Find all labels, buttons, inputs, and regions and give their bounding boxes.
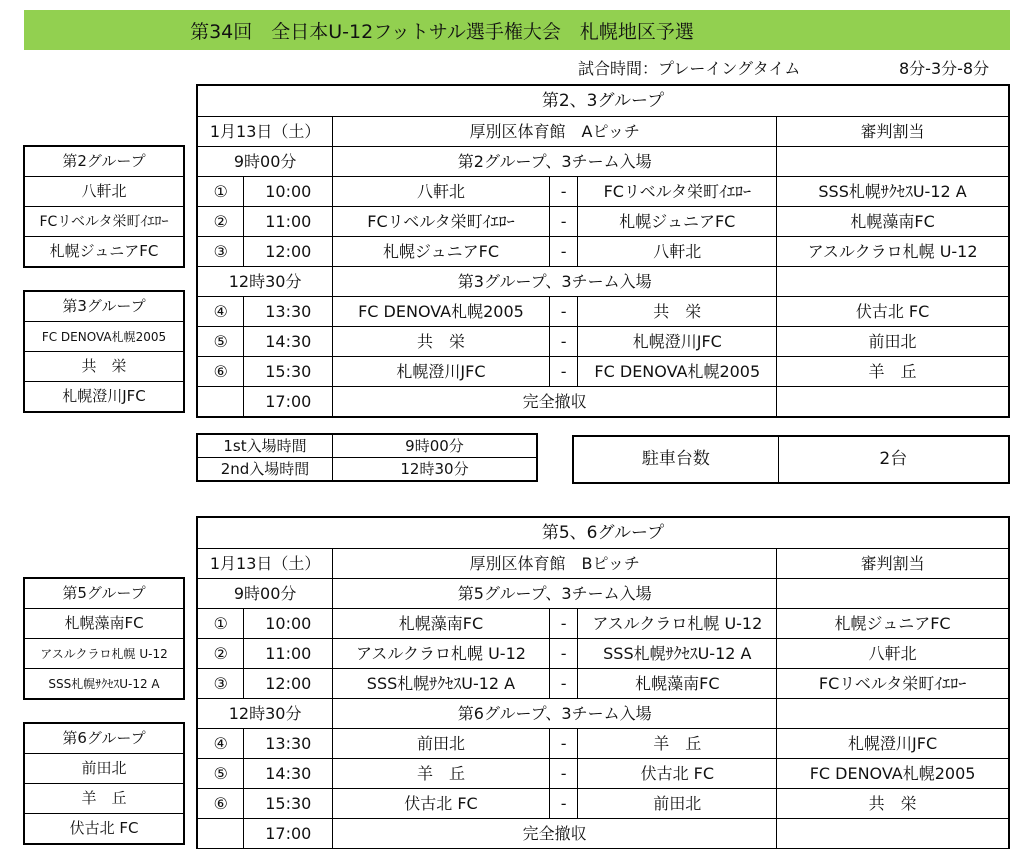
referee-team: 伏古北 FC	[777, 297, 1009, 327]
referee-team: 札幌ジュニアFC	[777, 609, 1009, 639]
match-number: ①	[197, 609, 244, 639]
away-team: 札幌ジュニアFC	[578, 207, 777, 237]
empty-cell	[777, 579, 1009, 609]
away-team: 羊 丘	[578, 729, 777, 759]
page-title: 第34回 全日本U-12フットサル選手権大会 札幌地区予選	[190, 20, 694, 43]
match-number: ⑥	[197, 789, 244, 819]
empty-cell	[777, 699, 1009, 729]
referee-team: 八軒北	[777, 639, 1009, 669]
entry-value: 9時00分	[332, 434, 537, 458]
group-team: FCリベルタ栄町ｲｴﾛｰ	[24, 207, 184, 237]
match-row	[197, 207, 1009, 237]
entry-text: 第2グループ、3チーム入場	[333, 147, 777, 177]
referee-team: SSS札幌ｻｸｾｽU-12 A	[777, 177, 1009, 207]
home-team: 共 栄	[333, 327, 549, 357]
entry-time: 9時00分	[197, 579, 333, 609]
group-team: 札幌澄川JFC	[24, 382, 184, 413]
kickoff-time: 11:00	[244, 639, 333, 669]
match-row	[197, 669, 1009, 699]
match-number: ⑤	[197, 327, 244, 357]
versus-dash: -	[549, 207, 578, 237]
match-number: ④	[197, 297, 244, 327]
match-row	[197, 297, 1009, 327]
close-time: 17:00	[244, 819, 333, 849]
home-team: SSS札幌ｻｸｾｽU-12 A	[333, 669, 550, 699]
empty-cell	[197, 819, 244, 849]
kickoff-time: 10:00	[244, 177, 333, 207]
kickoff-time: 15:30	[244, 789, 333, 819]
group-name: 第2グループ	[24, 146, 184, 177]
home-team: 札幌ジュニアFC	[333, 237, 549, 267]
close-text: 完全撤収	[333, 819, 777, 849]
group-name: 第3グループ	[24, 291, 184, 322]
away-team: FCリベルタ栄町ｲｴﾛｰ	[578, 177, 777, 207]
home-team: 札幌藻南FC	[333, 609, 550, 639]
referee-team: アスルクラロ札幌 U-12	[777, 237, 1009, 267]
match-number: ①	[197, 177, 244, 207]
away-team: 前田北	[578, 789, 777, 819]
venue: 厚別区体育館 Aピッチ	[333, 117, 777, 147]
home-team: 八軒北	[333, 177, 549, 207]
match-number: ⑥	[197, 357, 244, 387]
match-time-value: 8分-3分-8分	[899, 59, 990, 78]
entry-value: 12時30分	[332, 458, 537, 482]
close-text: 完全撤収	[333, 387, 777, 418]
kickoff-time: 10:00	[244, 609, 333, 639]
referee-team: FC DENOVA札幌2005	[777, 759, 1009, 789]
entry-time: 9時00分	[197, 147, 333, 177]
parking-table	[572, 435, 1010, 484]
group-name: 第6グループ	[24, 723, 184, 754]
match-row	[197, 327, 1009, 357]
home-team: 伏古北 FC	[333, 789, 550, 819]
group-team: 札幌ジュニアFC	[24, 237, 184, 268]
match-date: 1月13日（土）	[197, 549, 333, 579]
group-team: 羊 丘	[24, 784, 184, 814]
versus-dash: -	[549, 609, 578, 639]
schedule-table-block2	[196, 516, 1010, 849]
group-team: 共 栄	[24, 352, 184, 382]
block-title: 第2、3グループ	[197, 85, 1009, 117]
away-team: 共 栄	[578, 297, 777, 327]
referee-team: 札幌澄川JFC	[777, 729, 1009, 759]
kickoff-time: 13:30	[244, 297, 333, 327]
group-team: 札幌藻南FC	[24, 609, 184, 639]
block-title: 第5、6グループ	[197, 517, 1009, 549]
group-team: 伏古北 FC	[24, 814, 184, 845]
group-table	[23, 145, 185, 268]
home-team: 札幌澄川JFC	[333, 357, 549, 387]
title-banner	[24, 10, 1010, 50]
referee-team: 羊 丘	[777, 357, 1009, 387]
entry-text: 第6グループ、3チーム入場	[333, 699, 777, 729]
versus-dash: -	[549, 759, 578, 789]
versus-dash: -	[549, 729, 578, 759]
entry-label: 2nd入場時間	[197, 458, 332, 482]
parking-value: 2台	[778, 436, 1009, 483]
match-row	[197, 357, 1009, 387]
empty-cell	[777, 387, 1009, 418]
match-number: ④	[197, 729, 244, 759]
versus-dash: -	[549, 237, 578, 267]
kickoff-time: 13:30	[244, 729, 333, 759]
referee-team: FCリベルタ栄町ｲｴﾛｰ	[777, 669, 1009, 699]
kickoff-time: 11:00	[244, 207, 333, 237]
close-time: 17:00	[244, 387, 333, 418]
versus-dash: -	[549, 639, 578, 669]
entry-label: 1st入場時間	[197, 434, 332, 458]
group-table	[23, 722, 185, 845]
group-team: 八軒北	[24, 177, 184, 207]
empty-cell	[777, 267, 1009, 297]
home-team: アスルクラロ札幌 U-12	[333, 639, 550, 669]
versus-dash: -	[549, 669, 578, 699]
home-team: 羊 丘	[333, 759, 550, 789]
kickoff-time: 12:00	[244, 237, 333, 267]
empty-cell	[197, 387, 244, 418]
group-team: 前田北	[24, 754, 184, 784]
versus-dash: -	[549, 327, 578, 357]
match-time-label: 試合時間：プレーイングタイム	[578, 59, 801, 78]
entry-time: 12時30分	[197, 699, 333, 729]
away-team: 札幌藻南FC	[578, 669, 777, 699]
referee-header: 審判割当	[777, 549, 1009, 579]
match-row	[197, 729, 1009, 759]
match-number: ⑤	[197, 759, 244, 789]
kickoff-time: 14:30	[244, 327, 333, 357]
group-team: SSS札幌ｻｸｾｽU-12 A	[24, 669, 184, 700]
versus-dash: -	[549, 357, 578, 387]
group-table	[23, 290, 185, 413]
empty-cell	[777, 819, 1009, 849]
match-number: ③	[197, 237, 244, 267]
referee-team: 前田北	[777, 327, 1009, 357]
referee-team: 共 栄	[777, 789, 1009, 819]
match-number: ②	[197, 639, 244, 669]
group-name: 第5グループ	[24, 578, 184, 609]
entry-times-table	[196, 433, 538, 482]
match-row	[197, 639, 1009, 669]
referee-header: 審判割当	[777, 117, 1009, 147]
versus-dash: -	[549, 177, 578, 207]
match-row	[197, 177, 1009, 207]
group-table	[23, 577, 185, 700]
away-team: 伏古北 FC	[578, 759, 777, 789]
empty-cell	[777, 147, 1009, 177]
venue: 厚別区体育館 Bピッチ	[333, 549, 777, 579]
away-team: アスルクラロ札幌 U-12	[578, 609, 777, 639]
entry-text: 第5グループ、3チーム入場	[333, 579, 777, 609]
match-row	[197, 609, 1009, 639]
match-number: ②	[197, 207, 244, 237]
match-number: ③	[197, 669, 244, 699]
away-team: FC DENOVA札幌2005	[578, 357, 777, 387]
kickoff-time: 15:30	[244, 357, 333, 387]
away-team: 札幌澄川JFC	[578, 327, 777, 357]
home-team: FC DENOVA札幌2005	[333, 297, 549, 327]
match-row	[197, 789, 1009, 819]
home-team: FCリベルタ栄町ｲｴﾛｰ	[333, 207, 549, 237]
kickoff-time: 14:30	[244, 759, 333, 789]
match-row	[197, 759, 1009, 789]
referee-team: 札幌藻南FC	[777, 207, 1009, 237]
parking-label: 駐車台数	[573, 436, 778, 483]
away-team: SSS札幌ｻｸｾｽU-12 A	[578, 639, 777, 669]
schedule-table-block1	[196, 84, 1010, 418]
match-row	[197, 237, 1009, 267]
versus-dash: -	[549, 297, 578, 327]
group-team: アスルクラロ札幌 U-12	[24, 639, 184, 669]
group-team: FC DENOVA札幌2005	[24, 322, 184, 352]
home-team: 前田北	[333, 729, 550, 759]
match-date: 1月13日（土）	[197, 117, 333, 147]
entry-time: 12時30分	[197, 267, 333, 297]
versus-dash: -	[549, 789, 578, 819]
away-team: 八軒北	[578, 237, 777, 267]
kickoff-time: 12:00	[244, 669, 333, 699]
entry-text: 第3グループ、3チーム入場	[333, 267, 777, 297]
